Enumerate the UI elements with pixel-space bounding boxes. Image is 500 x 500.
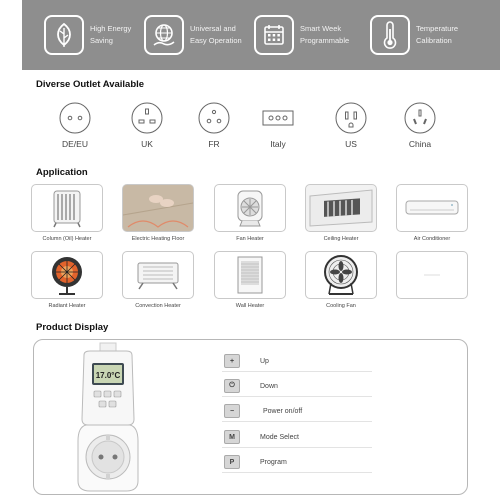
oil-heater-icon xyxy=(31,184,103,232)
minus-key-icon: − xyxy=(224,404,240,418)
feature-programmable xyxy=(254,13,370,57)
feature-line1: High Energy xyxy=(90,24,132,33)
thermostat-device-image xyxy=(72,341,144,493)
app-label: Wall Heater xyxy=(235,303,265,309)
app-oil-heater xyxy=(31,184,103,242)
product-heading: Product Display xyxy=(36,322,109,333)
feature-line1: Universal and xyxy=(190,24,236,33)
ceiling-heater-icon xyxy=(305,184,377,232)
app-label: Ceiling Heater xyxy=(323,236,359,242)
legend-row-down xyxy=(220,376,278,396)
feature-line2: Saving xyxy=(90,36,113,45)
cooling-fan-icon xyxy=(305,251,377,299)
outlet-label: China xyxy=(408,139,432,149)
app-label: Air Conditioner xyxy=(413,236,451,242)
socket-fr-icon xyxy=(198,102,230,134)
app-fan-heater xyxy=(214,184,286,242)
app-cooling-fan xyxy=(305,251,377,309)
socket-italy-icon xyxy=(260,102,296,134)
socket-us-icon xyxy=(335,102,367,134)
outlet-us xyxy=(326,102,376,149)
wall-heater-icon xyxy=(214,251,286,299)
legend-label: Power on/off xyxy=(263,407,303,415)
outlet-china xyxy=(395,102,445,149)
legend-label: Up xyxy=(260,357,269,365)
leaf-icon xyxy=(44,15,84,55)
legend-label: Mode Select xyxy=(260,433,299,441)
app-wall-heater xyxy=(214,251,286,309)
legend-label: Program xyxy=(260,458,287,466)
socket-uk-icon xyxy=(131,102,163,134)
outlets-heading: Diverse Outlet Available xyxy=(36,79,145,90)
power-key-icon: ⏻ xyxy=(224,379,240,393)
feature-line2: Programmable xyxy=(300,36,350,45)
globe-hand-icon xyxy=(144,15,184,55)
thermometer-icon xyxy=(370,15,410,55)
outlet-label: DE/EU xyxy=(62,139,88,149)
application-heading: Application xyxy=(36,167,88,178)
feature-line1: Temperature xyxy=(416,24,459,33)
legend-label: Down xyxy=(260,382,278,390)
display-reading: 17.0°C xyxy=(95,371,121,380)
legend-row-program xyxy=(220,452,287,472)
app-label: Radiant Heater xyxy=(48,303,86,309)
feature-line2: Easy Operation xyxy=(190,36,242,45)
feature-calibration xyxy=(370,13,486,57)
app-label: Column (Oil) Heater xyxy=(42,236,92,242)
divider xyxy=(222,421,372,422)
outlet-uk xyxy=(122,102,172,149)
socket-china-icon xyxy=(404,102,436,134)
app-label: Cooling Fan xyxy=(326,303,356,309)
socket-de-eu-icon xyxy=(59,102,91,134)
legend-row-power xyxy=(220,401,302,421)
app-heating-floor xyxy=(122,184,194,242)
app-radiant-heater xyxy=(31,251,103,309)
feature-easy-operation xyxy=(144,13,260,57)
divider xyxy=(222,396,372,397)
divider xyxy=(222,447,372,448)
divider xyxy=(222,371,372,372)
calendar-icon xyxy=(254,15,294,55)
program-key-icon: P xyxy=(224,455,240,469)
outlet-label: Italy xyxy=(270,139,286,149)
legend-row-mode xyxy=(220,427,299,447)
app-convection-heater xyxy=(122,251,194,309)
outlet-label: FR xyxy=(208,139,220,149)
outlet-de-eu xyxy=(50,102,100,149)
app-ceiling-heater xyxy=(305,184,377,242)
radiant-heater-icon xyxy=(31,251,103,299)
fan-heater-icon xyxy=(214,184,286,232)
mode-key-icon: M xyxy=(224,430,240,444)
air-conditioner-icon xyxy=(396,184,468,232)
feature-banner xyxy=(22,0,500,70)
feature-line1: Smart Week xyxy=(300,24,342,33)
feature-energy-saving xyxy=(44,13,160,57)
app-label: Convection Heater xyxy=(135,303,181,309)
plus-key-icon: + xyxy=(224,354,240,368)
feature-line2: Calibration xyxy=(416,36,452,45)
app-blank xyxy=(396,251,468,303)
divider xyxy=(222,472,372,473)
app-label: Electric Heating Floor xyxy=(131,236,185,242)
app-air-conditioner xyxy=(396,184,468,242)
outlet-fr xyxy=(189,102,239,149)
app-label: Fan Heater xyxy=(236,236,264,242)
legend-row-up xyxy=(220,351,269,371)
convection-heater-icon xyxy=(122,251,194,299)
blank-placeholder xyxy=(396,251,468,299)
outlet-label: UK xyxy=(141,139,153,149)
heating-floor-icon xyxy=(122,184,194,232)
outlet-label: US xyxy=(345,139,357,149)
outlet-italy xyxy=(253,102,303,149)
